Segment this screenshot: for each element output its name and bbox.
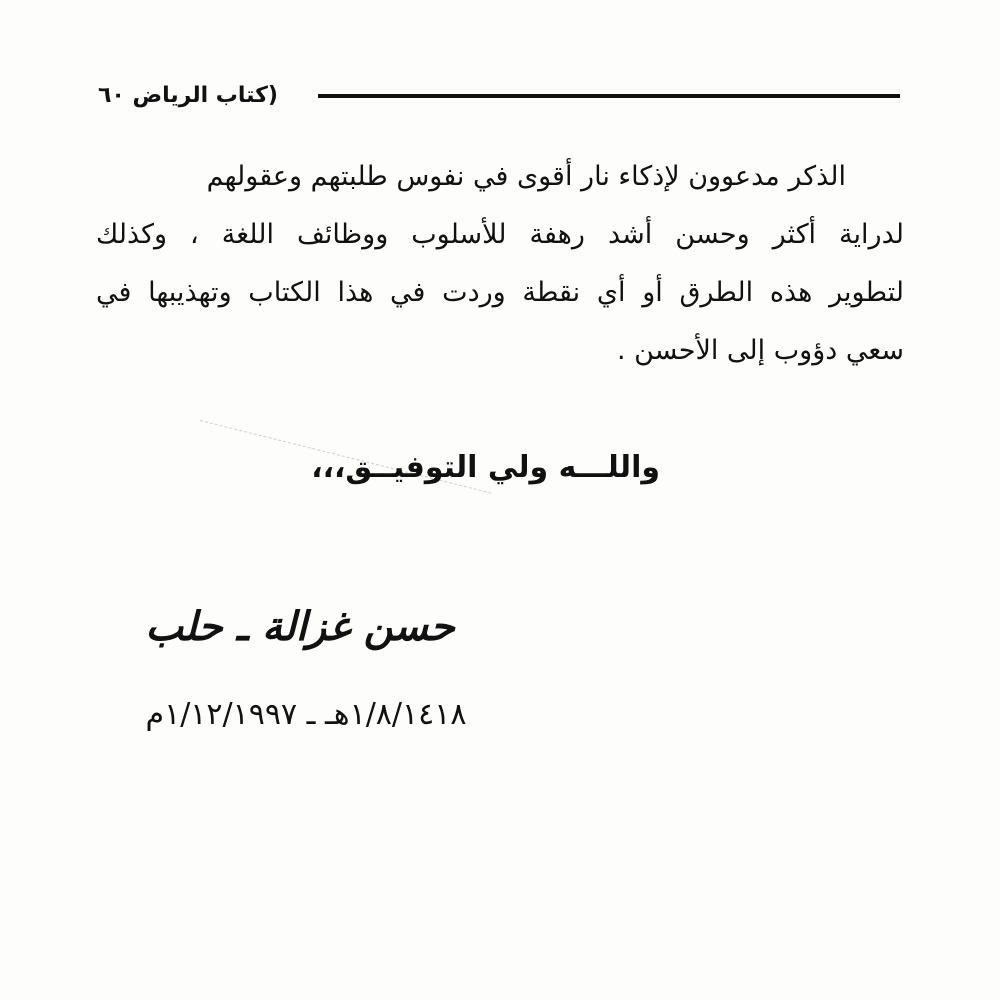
header-rule — [318, 94, 900, 98]
paragraph-line: لتطوير هذه الطرق أو أي نقطة وردت في هذا الكتاب وتهذيبها في — [96, 277, 904, 308]
running-header — [98, 76, 900, 116]
running-title: (كتاب الرياض ٦٠ — [98, 83, 278, 108]
date-line: ١/٨/١٤١٨هـ ـ ١/١٢/١٩٩٧م — [145, 697, 467, 732]
paragraph-line: لدراية أكثر وحسن أشد رهفة للأسلوب ووظائف اللغة ، وكذلك — [96, 219, 904, 250]
closing-phrase: واللـــه ولي التوفيــق،،، — [311, 450, 660, 485]
paragraph-line: سعي دؤوب إلى الأحسن . — [616, 335, 904, 366]
paragraph-line: الذكر مدعوون لإذكاء نار أقوى في نفوس طلبتهم وعقولهم — [206, 161, 846, 192]
body-paragraph — [96, 148, 904, 380]
author-signature: حسن غزالة ـ حلب — [145, 603, 455, 650]
